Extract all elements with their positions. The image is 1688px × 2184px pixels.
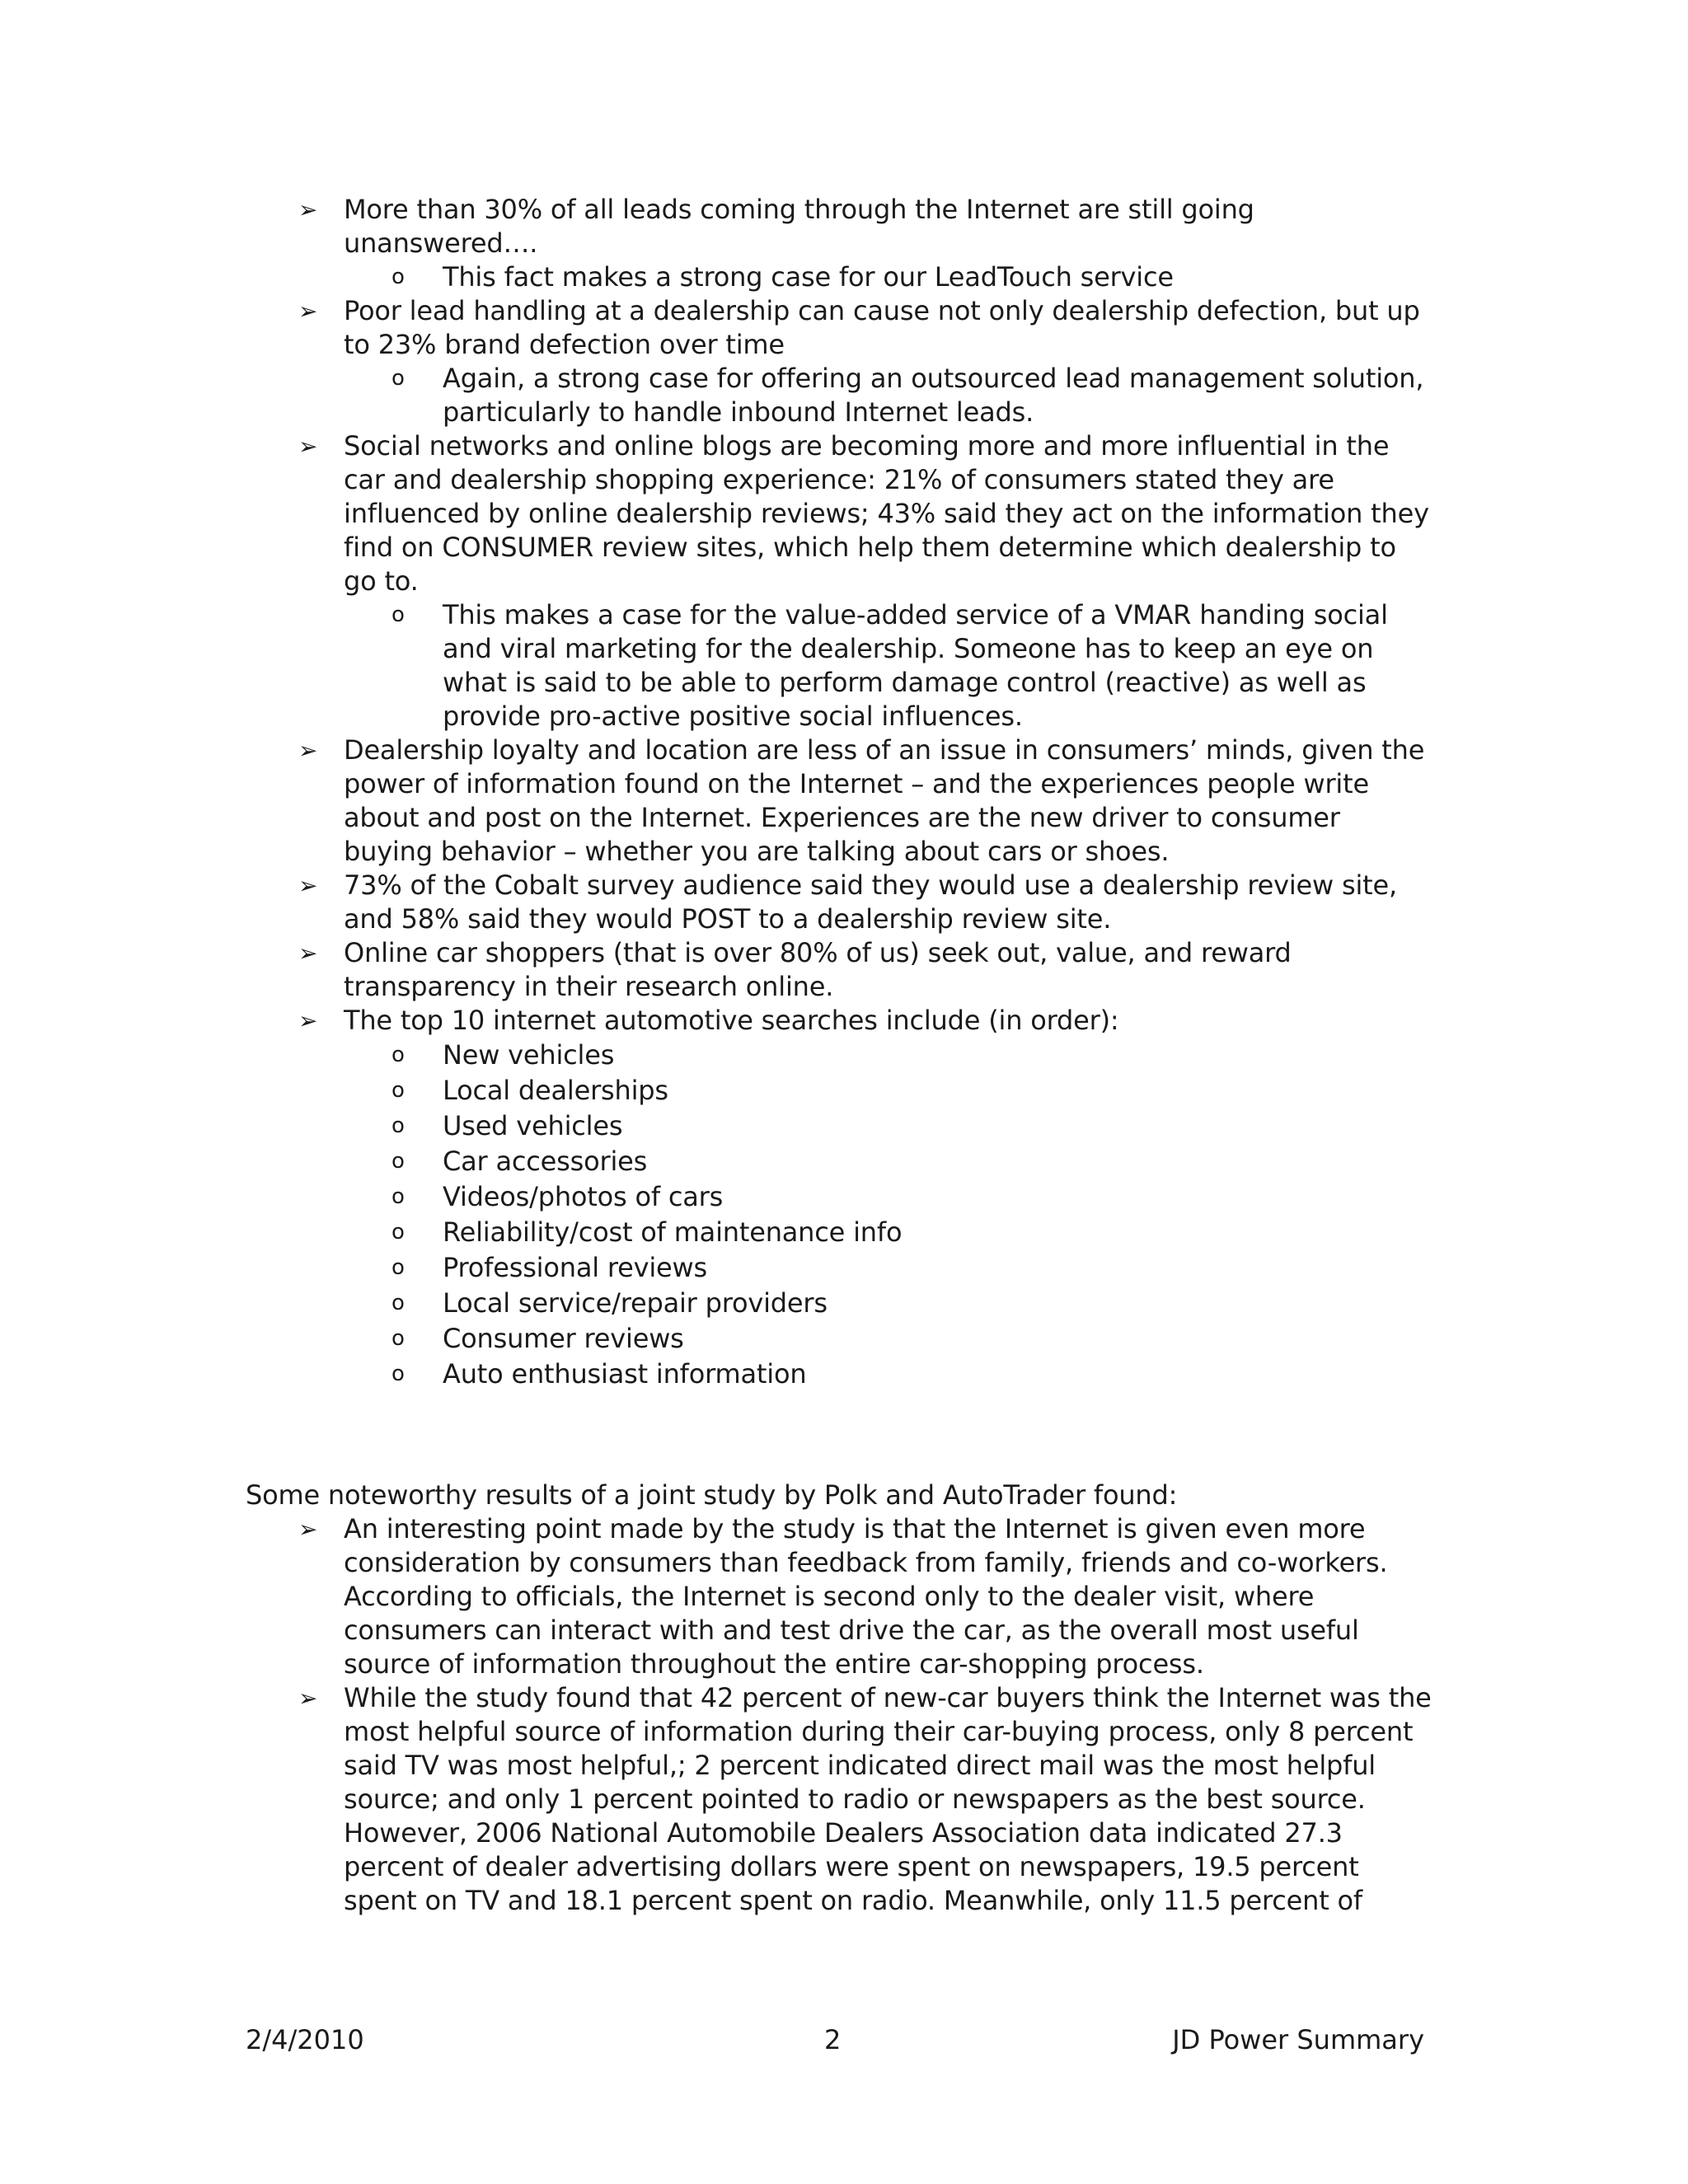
- search-item-text: Car accessories: [443, 1146, 648, 1177]
- polk-study-intro: Some noteworthy results of a joint study by Polk and AutoTrader found:: [246, 1479, 1178, 1511]
- search-list-item: [392, 1250, 1432, 1286]
- sub-bullet-text: This makes a case for the value-added service of a VMAR handing social and viral marketing for the dealership. Someone has to keep an eye on what is said to be able to perform damage control (reactive) as well as provide pro-active positive social influences.: [443, 599, 1388, 732]
- search-item-text: Used vehicles: [443, 1110, 623, 1141]
- search-item-text: Professional reviews: [443, 1252, 707, 1283]
- search-item-text: Reliability/cost of maintenance info: [443, 1216, 903, 1248]
- arrow-bullet-icon: ➢: [298, 737, 318, 764]
- sub-bullet-text: This fact makes a strong case for our LeadTouch service: [443, 261, 1174, 293]
- circle-bullet-icon: o: [392, 1184, 405, 1209]
- circle-bullet-icon: o: [392, 1326, 405, 1351]
- bullet-continuation: [344, 1816, 1432, 1918]
- sub-bullet-item: [392, 260, 1432, 294]
- bullet-item: [298, 1004, 1432, 1038]
- circle-bullet-icon: o: [392, 1149, 405, 1174]
- sub-bullet-item: [392, 598, 1432, 733]
- circle-bullet-icon: o: [392, 602, 405, 627]
- arrow-bullet-icon: ➢: [298, 1685, 318, 1712]
- document-body: [0, 193, 1688, 1918]
- circle-bullet-icon: o: [392, 1220, 405, 1244]
- bullet-text: An interesting point made by the study is that the Internet is given even more consideration by consumers than feedback from family, friends and co-workers. According to officials, the Internet is second only to the dealer visit, where consumers can interact with and test drive the car, as the overall most useful source of information throughout the entire car-shopping process.: [344, 1513, 1388, 1680]
- search-list-item: [392, 1073, 1432, 1108]
- arrow-bullet-icon: ➢: [298, 1516, 318, 1543]
- search-item-text: Auto enthusiast information: [443, 1358, 807, 1390]
- circle-bullet-icon: o: [392, 1043, 405, 1067]
- circle-bullet-icon: o: [392, 1255, 405, 1280]
- bullet-item: [298, 193, 1432, 260]
- arrow-bullet-icon: ➢: [298, 196, 318, 223]
- search-item-text: Videos/photos of cars: [443, 1181, 724, 1212]
- sub-bullet-item: [392, 362, 1432, 429]
- search-list-item: [392, 1144, 1432, 1179]
- arrow-bullet-icon: ➢: [298, 872, 318, 899]
- search-item-text: Local service/repair providers: [443, 1287, 828, 1319]
- bullet-text: 73% of the Cobalt survey audience said they would use a dealership review site, and 58% said they would POST to a dealership review site.: [344, 869, 1397, 935]
- continuation-text: However, 2006 National Automobile Dealers Association data indicated 27.3 percent of dealer advertising dollars were spent on newspapers, 19.5 percent spent on TV and 18.1 percent spent on radio. Meanwhile, only 11.5 percent of: [344, 1817, 1362, 1916]
- sub-bullet-text: Again, a strong case for offering an outsourced lead management solution, particularly to handle inbound Internet leads.: [443, 363, 1424, 428]
- bullet-item: [298, 294, 1432, 362]
- footer-title: JD Power Summary: [1172, 2024, 1424, 2055]
- search-list-item: [392, 1108, 1432, 1144]
- circle-bullet-icon: o: [392, 1078, 405, 1103]
- bullet-text: Dealership loyalty and location are less of an issue in consumers’ minds, given the power of information found on the Internet – and the experiences people write about and post on the Internet. Experiences are the new driver to consumer buying behavior – whether you are talking about cars or shoes.: [344, 734, 1425, 867]
- circle-bullet-icon: o: [392, 1361, 405, 1386]
- bullet-item: [298, 1681, 1432, 1816]
- bullet-item: [298, 869, 1432, 936]
- search-list-item: [392, 1215, 1432, 1250]
- bullet-item: [298, 936, 1432, 1004]
- bullet-text: The top 10 internet automotive searches include (in order):: [344, 1005, 1119, 1036]
- arrow-bullet-icon: ➢: [298, 1007, 318, 1034]
- page-number: 2: [824, 2024, 842, 2055]
- top-searches-list: [0, 1038, 1688, 1392]
- circle-bullet-icon: o: [392, 1113, 405, 1138]
- footer-date: 2/4/2010: [246, 2024, 364, 2055]
- circle-bullet-icon: o: [392, 1291, 405, 1315]
- search-list-item: [392, 1286, 1432, 1321]
- search-list-item: [392, 1179, 1432, 1215]
- bullet-text: Poor lead handling at a dealership can cause not only dealership defection, but up to 23% brand defection over time: [344, 295, 1420, 360]
- bullet-text: Online car shoppers (that is over 80% of us) seek out, value, and reward transparency in their research online.: [344, 937, 1292, 1002]
- arrow-bullet-icon: ➢: [298, 940, 318, 967]
- circle-bullet-icon: o: [392, 265, 405, 289]
- bullet-text: More than 30% of all leads coming through the Internet are still going unanswered….: [344, 194, 1254, 259]
- bullet-item: [298, 733, 1432, 869]
- bullet-text: Social networks and online blogs are becoming more and more influential in the car and dealership shopping experience: 21% of consumers stated they are influenced by online dealership reviews; 43% said they act on the information they find on CONSUMER review sites, which help them determine which dealership to go to.: [344, 430, 1429, 597]
- bullet-item: [298, 429, 1432, 598]
- search-list-item: [392, 1321, 1432, 1357]
- search-item-text: Local dealerships: [443, 1075, 668, 1106]
- arrow-bullet-icon: ➢: [298, 298, 318, 325]
- bullet-text: While the study found that 42 percent of new-car buyers think the Internet was the most helpful source of information during their car-buying process, only 8 percent said TV was most helpful,; 2 percent indicated direct mail was the most helpful source; and only 1 percent pointed to radio or newspapers as the best source.: [344, 1682, 1432, 1815]
- arrow-bullet-icon: ➢: [298, 433, 318, 460]
- search-list-item: [392, 1357, 1432, 1392]
- search-list-item: [392, 1038, 1432, 1073]
- bullet-item: [298, 1512, 1432, 1681]
- circle-bullet-icon: o: [392, 366, 405, 391]
- search-item-text: Consumer reviews: [443, 1323, 684, 1354]
- search-item-text: New vehicles: [443, 1039, 615, 1071]
